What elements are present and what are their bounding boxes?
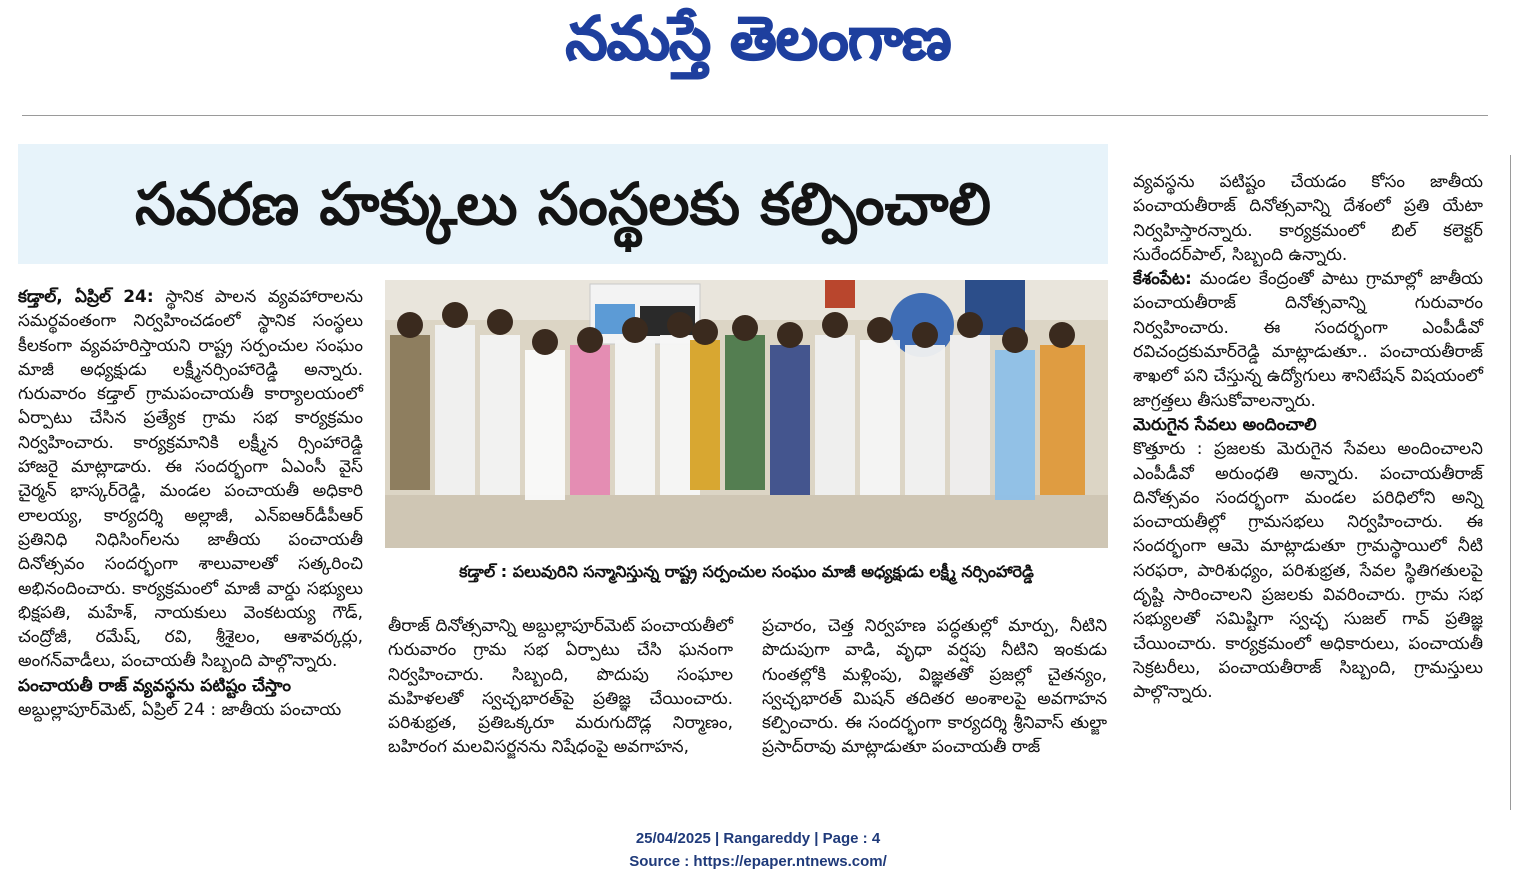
column-1-tail: అబ్దుల్లాపూర్‌మెట్, ఏప్రిల్ 24 : జాతీయ పంచాయ (18, 700, 342, 721)
column-2-body: తీరాజ్ దినోత్సవాన్ని అబ్దుల్లాపూర్‌మెట్ పంచాయతీలో గురువారం గ్రామ సభ ఏర్పాటు చేసి ఘనంగా నిర్వహించారు. సిబ్బంది, పొదుపు సంఘాల మహిళలతో స్వచ్ఛభారత్‌పై ప్రతిజ్ఞ చేయించారు. పరిశుభ్రత, ప్రతిఒక్కరూ మరుగుదొడ్ల నిర్మాణం, బహిరంగ మలవిసర్జనను నిషేధంపై అవగాహన, (388, 616, 733, 758)
masthead-title: నమస్తే తెలంగాణ (565, 4, 951, 74)
article-headline: సవరణ హక్కులు సంస్థలకు కల్పించాలి (134, 170, 992, 238)
column-divider (1510, 155, 1511, 810)
group-photo-image (385, 280, 1108, 548)
article-column-2 (388, 614, 733, 760)
column-1-subhead: పంచాయతీ రాజ్ వ్యవస్థను పటిష్టం చేస్తాం (18, 675, 291, 696)
column-4-para-1: వ్యవస్థను పటిష్టం చేయడం కోసం జాతీయ పంచాయతీరాజ్ దినోత్సవాన్ని దేశంలో ప్రతి యేటా నిర్వహిస్తారన్నారు. కార్యక్రమంలో బిల్ కలెక్టర్ సురేందర్‌పాల్, సిబ్బంది ఉన్నారు. (1133, 172, 1483, 265)
column-4-para-3: ప్రజలకు మెరుగైన సేవలు అందించాలని ఎంపీడీవో అరుంధతి అన్నారు. పంచాయతీరాజ్ దినోత్సవం సందర్భంగా మండల పరిధిలోని అన్ని పంచాయతీల్లో గ్రామసభలు నిర్వహించారు. ఈ సందర్భంగా ఆమె మాట్లాడుతూ గ్రామస్థాయిలో నీటి సరఫరా, పారిశుధ్యం, పరిశుభ్రత, సేవల స్థితిగతులపై దృష్టి సారించాలని ప్రజలకు వివరించారు. గ్రామ సభ సభ్యులతో సమిష్టిగా స్వచ్ఛ సుజల్ గావ్ ప్రతిజ్ఞ చేయించారు. కార్యక్రమంలో అధికారులు, పంచాయతీ సెక్రటరీలు, పంచాయతీరాజ్ సిబ్బంది, గ్రామస్తులు పాల్గొన్నారు. (1133, 439, 1483, 703)
photo-caption: కడ్తాల్ : పలువురిని సన్మానిస్తున్న రాష్ట్ర సర్పంచుల సంఘం మాజీ అధ్యక్షుడు లక్ష్మీ నర్సింహారెడ్డి (459, 562, 1034, 581)
article-photo (385, 280, 1108, 548)
masthead-divider (22, 115, 1488, 116)
masthead (0, 4, 1516, 80)
column-3-body: ప్రచారం, చెత్త నిర్వహణ పద్ధతుల్లో మార్పు, నీటిని పొదుపుగా వాడి, వృధా వర్షపు నీటిని ఇంకుడు గుంతల్లోకి మళ్లింపు, విజ్ఞతతో ప్రజల్లో చైతన్యం, స్వచ్ఛభారత్ మిషన్ తదితర అంశాలపై అవగాహన కల్పించారు. ఈ సందర్భంగా కార్యదర్శి శ్రీనివాస్ తుల్జా ప్రసాద్‌రావు మాట్లాడుతూ పంచాయతీ రాజ్ (762, 616, 1107, 758)
dateline: కడ్తాల్, ఏప్రిల్ 24: (18, 287, 154, 307)
article-column-1 (18, 285, 363, 722)
footer-date-page: 25/04/2025 | Rangareddy | Page : 4 (635, 830, 881, 847)
column-4-para-2: మండల కేంద్రంతో పాటు గ్రామాల్లో జాతీయ పంచాయతీరాజ్ దినోత్సవాన్ని గురువారం నిర్వహించారు. ఈ సందర్భంగా ఎంపీడీవో రవిచంద్రకుమార్‌రెడ్డి మాట్లాడుతూ.. పంచాయతీరాజ్ శాఖలో పని చేస్తున్న ఉద్యోగులు శానిటేషన్ విషయంలో జాగ్రత్తలు తీసుకోవాలన్నారు. (1133, 269, 1483, 411)
footer-source: Source : https://epaper.ntnews.com/ (629, 853, 887, 870)
column-4-subhead: మెరుగైన సేవలు అందించాలి (1133, 414, 1317, 435)
article-column-3 (762, 614, 1107, 760)
dateline-kothur: కొత్తూరు : (1133, 439, 1203, 460)
dateline-keshampet: కేశంపేట: (1133, 269, 1192, 290)
article-column-4 (1133, 170, 1483, 705)
column-1-body: స్థానిక పాలన వ్యవహారాలను సమర్థవంతంగా నిర్వహించడంలో స్థానిక సంస్థలు కీలకంగా వ్యవహరిస్తాయని రాష్ట్ర సర్పంచుల సంఘం మాజీ అధ్యక్షుడు లక్ష్మీనర్సింహారెడ్డి అన్నారు. గురువారం కడ్తాల్ గ్రామపంచాయతీ కార్యాలయంలో ఏర్పాటు చేసిన ప్రత్యేక గ్రామ సభ కార్యక్రమం నిర్వహించారు. కార్యక్రమానికి లక్ష్మీన ర్సింహారెడ్డి హాజరై మాట్లాడారు. ఈ సందర్భంగా ఏఎంసీ వైస్ చైర్మన్ భాస్కర్‌రెడ్డి, మండల పంచాయతీ అధికారి లాలయ్య, కార్యదర్శి అల్లాజీ, ఎన్‌ఐఆర్‌డీపీఆర్ ప్రతినిధి నిధిసింగ్‌లను జాతీయ పంచాయతీ దినోత్సవం సందర్భంగా శాలువాలతో సత్కరించి అభినందించారు. కార్యక్రమంలో మాజీ వార్డు సభ్యులు భిక్షపతి, మహేశ్, నాయకులు వెంకటయ్య గౌడ్, చంద్రోజీ, రమేష్, రవి, శ్రీశైలం, ఆశావర్కర్లు, అంగన్‌వాడీలు, పంచాయతీ సిబ్బంది పాల్గొన్నారు. (18, 287, 364, 672)
